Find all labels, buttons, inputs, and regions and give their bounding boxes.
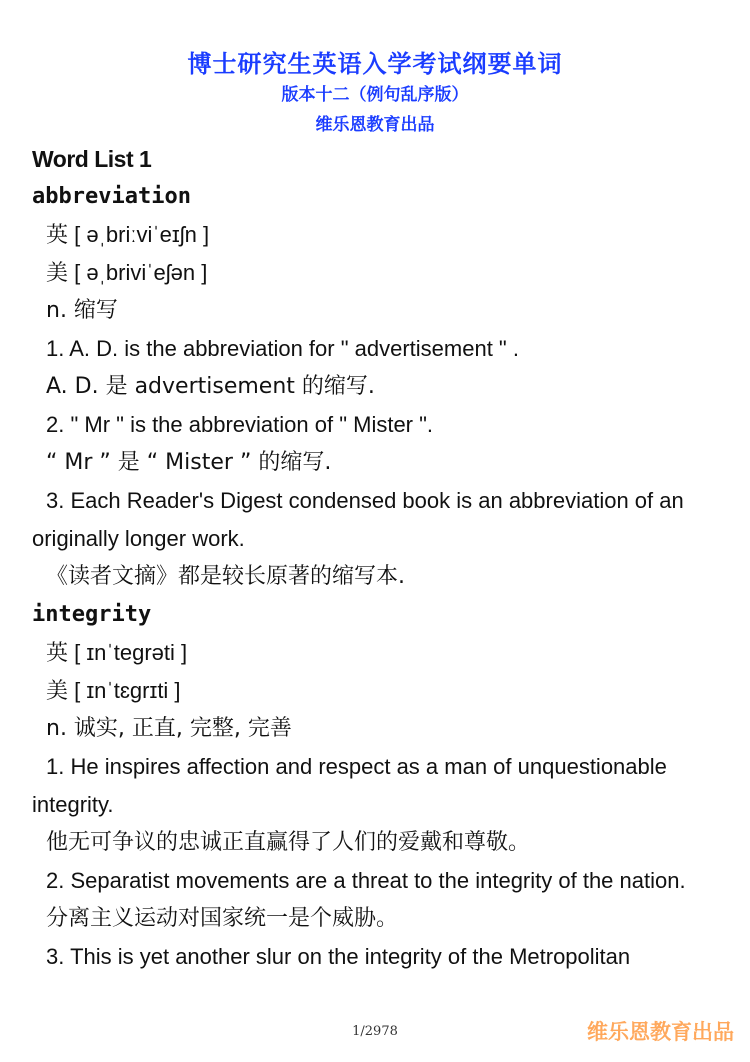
headword: integrity xyxy=(32,602,152,627)
example-translation: A. D. 是 advertisement 的缩写. xyxy=(46,374,375,399)
page-number: 1/2978 xyxy=(352,1024,398,1039)
example-sentence: 2. Separatist movements are a threat to the integrity of the nation. xyxy=(46,868,686,893)
document-subtitle: 版本十二（例句乱序版） xyxy=(281,85,469,105)
document-body xyxy=(32,140,722,976)
headword: abbreviation xyxy=(32,184,191,209)
document-publisher: 维乐恩教育出品 xyxy=(315,115,435,135)
us-pronunciation: 美 [ ɪnˈtɛɡrɪti ] xyxy=(46,678,181,703)
definition: n. 诚实, 正直, 完整, 完善 xyxy=(46,716,292,741)
example-sentence: 2. " Mr " is the abbreviation of " Mister ". xyxy=(46,412,434,437)
example-sentence: 1. A. D. is the abbreviation for " advertisement " . xyxy=(46,336,519,361)
us-pronunciation: 美 [ əˌbriviˈeʃən ] xyxy=(46,260,208,285)
example-translation: “ Mr ” 是 “ Mister ” 的缩写. xyxy=(46,450,332,475)
example-translation: 他无可争议的忠诚正直赢得了人们的爱戴和尊敬。 xyxy=(46,830,531,855)
publisher-watermark: 维乐恩教育出品 xyxy=(587,1020,734,1044)
example-translation: 分离主义运动对国家统一是个威胁。 xyxy=(46,906,399,931)
uk-pronunciation: 英 [ ɪnˈtegrəti ] xyxy=(46,640,188,665)
uk-pronunciation: 英 [ əˌbriːviˈeɪʃn ] xyxy=(46,222,210,247)
example-translation: 《读者文摘》都是较长原著的缩写本. xyxy=(46,564,405,589)
example-sentence: 3. Each Reader's Digest condensed book is an abbreviation of an originally longer work. xyxy=(32,488,684,551)
example-sentence: 1. He inspires affection and respect as a man of unquestionable integrity. xyxy=(32,754,667,817)
document-title: 博士研究生英语入学考试纲要单词 xyxy=(187,50,563,78)
definition: n. 缩写 xyxy=(46,298,118,323)
example-sentence: 3. This is yet another slur on the integrity of the Metropolitan xyxy=(46,944,631,969)
word-list-title: Word List 1 xyxy=(32,146,152,172)
